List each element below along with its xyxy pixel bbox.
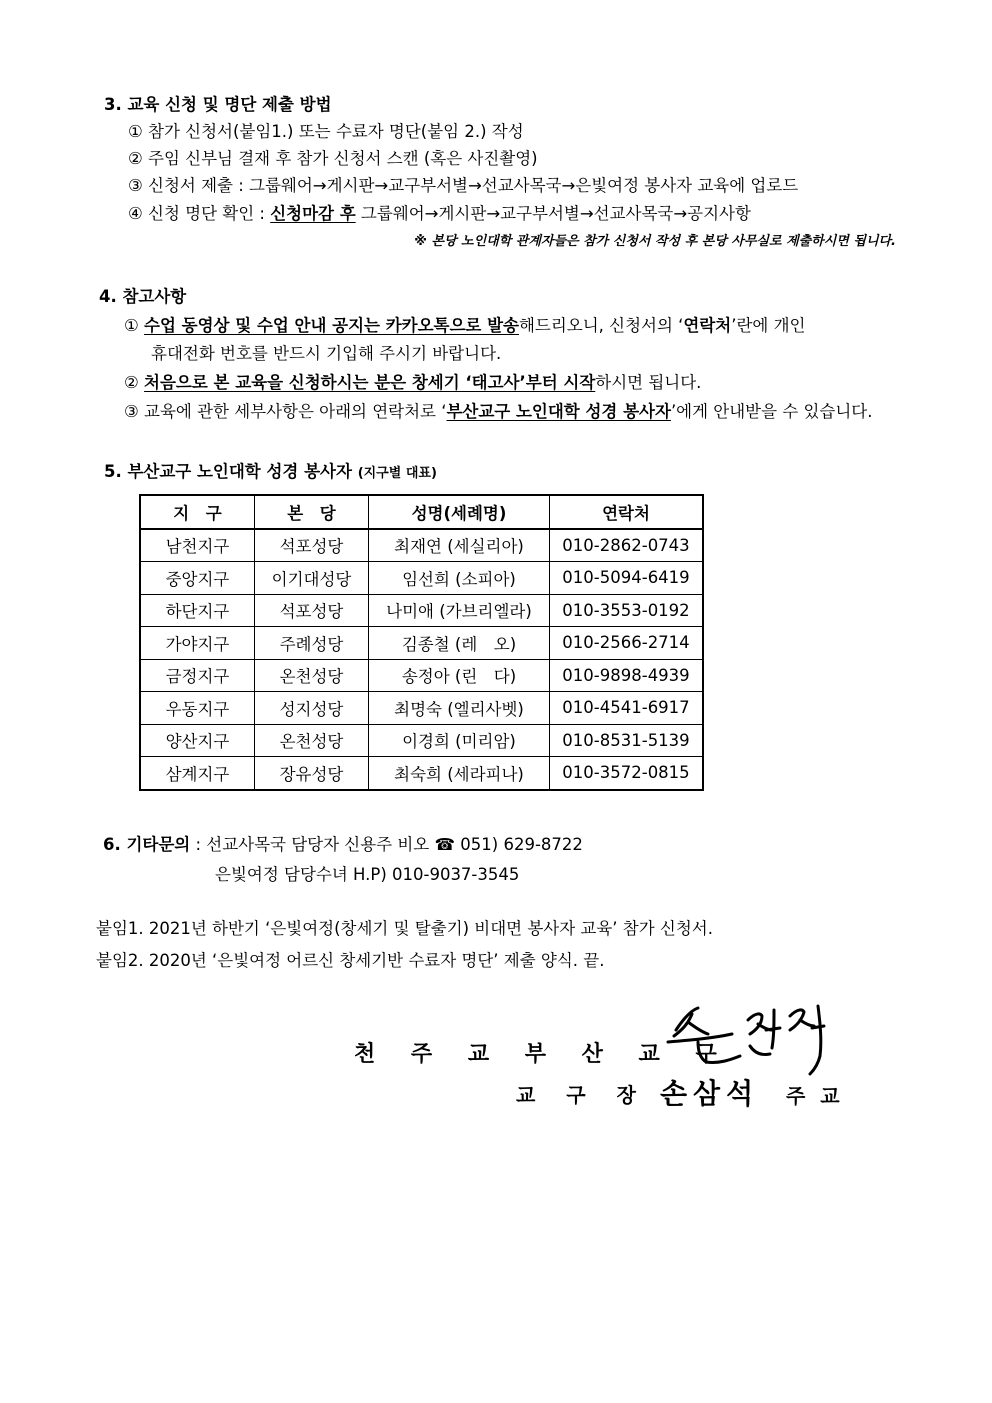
table-row bbox=[140, 659, 703, 692]
table-row bbox=[140, 757, 703, 790]
table-row bbox=[140, 724, 703, 757]
cell-name: 최재연 (세실리아) bbox=[369, 529, 550, 562]
section3-item4-prefix: ④ 신청 명단 확인 : bbox=[128, 204, 271, 223]
signature-role: 교 구 장 bbox=[516, 1083, 648, 1107]
cell-name: 최숙희 (세라피나) bbox=[369, 757, 550, 790]
section4-item2-number: ② bbox=[124, 373, 145, 392]
cell-contact: 010-9898-4939 bbox=[550, 659, 704, 692]
section5-title bbox=[104, 461, 437, 485]
section4-item1-number: ① bbox=[124, 316, 145, 335]
section6-line2: 은빛여정 담당수녀 H.P) 010-9037-3545 bbox=[215, 865, 520, 884]
cell-parish: 석포성당 bbox=[255, 529, 369, 562]
section4-item2 bbox=[124, 372, 701, 394]
cell-district: 삼계지구 bbox=[140, 757, 255, 790]
section4-item1 bbox=[124, 315, 806, 337]
cell-district: 남천지구 bbox=[140, 529, 255, 562]
section4-item1-emphasis: 수업 동영상 및 수업 안내 공지는 카카오톡으로 발송 bbox=[144, 316, 519, 335]
cell-district: 가야지구 bbox=[140, 627, 255, 660]
section3-title: 3. 교육 신청 및 명단 제출 방법 bbox=[104, 95, 332, 114]
cell-name: 김종철 (레 오) bbox=[369, 627, 550, 660]
section4-item1-line2: 휴대전화 번호를 반드시 기입해 주시기 바랍니다. bbox=[151, 344, 502, 363]
section3-item1: ① 참가 신청서(붙임1.) 또는 수료자 명단(붙임 2.) 작성 bbox=[128, 122, 524, 141]
section3-item3: ③ 신청서 제출 : 그룹웨어→게시판→교구부서별→선교사목국→은빛여정 봉사자 교육에 업로드 bbox=[128, 176, 799, 195]
cell-contact: 010-3553-0192 bbox=[550, 594, 704, 627]
section3-item4 bbox=[128, 203, 751, 225]
header-contact: 연락처 bbox=[550, 495, 704, 529]
section4-item1-end: ’란에 개인 bbox=[731, 316, 806, 335]
table-header-row bbox=[140, 495, 703, 529]
cell-contact: 010-2566-2714 bbox=[550, 627, 704, 660]
table-row bbox=[140, 529, 703, 562]
table-row bbox=[140, 562, 703, 595]
attachment-2: 붙임2. 2020년 ‘은빛여정 어르신 창세기반 수료자 명단’ 제출 양식. 끝. bbox=[96, 951, 605, 970]
table-row bbox=[140, 627, 703, 660]
cell-district: 중앙지구 bbox=[140, 562, 255, 595]
cell-contact: 010-4541-6917 bbox=[550, 692, 704, 725]
contacts-table bbox=[139, 494, 704, 791]
cell-parish: 온천성당 bbox=[255, 659, 369, 692]
section4-item3-prefix: ③ 교육에 관한 세부사항은 아래의 연락처로 ‘ bbox=[124, 402, 447, 421]
section4-item1-mid: 해드리오니, 신청서의 ‘ bbox=[518, 316, 684, 335]
cell-contact: 010-5094-6419 bbox=[550, 562, 704, 595]
cell-parish: 성지성당 bbox=[255, 692, 369, 725]
section4-item3 bbox=[124, 401, 873, 423]
handwritten-signature bbox=[662, 1000, 832, 1078]
cell-parish: 석포성당 bbox=[255, 594, 369, 627]
table-row bbox=[140, 594, 703, 627]
cell-district: 금정지구 bbox=[140, 659, 255, 692]
signature-suffix: 주 교 bbox=[786, 1084, 844, 1108]
section3-item2: ② 주임 신부님 결재 후 참가 신청서 스캔 (혹은 사진촬영) bbox=[128, 149, 538, 168]
section3-item4-suffix: 그룹웨어→게시판→교구부서별→선교사목국→공지사항 bbox=[355, 204, 751, 223]
header-district: 지 구 bbox=[140, 495, 255, 529]
table-row bbox=[140, 692, 703, 725]
section5-title-small: (지구별 대표) bbox=[357, 466, 437, 481]
cell-district: 하단지구 bbox=[140, 594, 255, 627]
cell-parish: 장유성당 bbox=[255, 757, 369, 790]
section4-item2-emphasis: 처음으로 본 교육을 신청하시는 분은 창세기 ‘태고사’부터 시작 bbox=[144, 373, 596, 392]
section5-title-main: 5. 부산교구 노인대학 성경 봉사자 bbox=[104, 462, 352, 481]
cell-parish: 주례성당 bbox=[255, 627, 369, 660]
signature-org: 천 주 교 부 산 교 구 bbox=[354, 1042, 731, 1067]
cell-name: 송정아 (린 다) bbox=[369, 659, 550, 692]
cell-contact: 010-3572-0815 bbox=[550, 757, 704, 790]
cell-parish: 온천성당 bbox=[255, 724, 369, 757]
cell-name: 임선희 (소피아) bbox=[369, 562, 550, 595]
section4-item3-emphasis: 부산교구 노인대학 성경 봉사자 bbox=[446, 402, 671, 421]
cell-contact: 010-2862-0743 bbox=[550, 529, 704, 562]
header-name: 성명(세례명) bbox=[369, 495, 550, 529]
header-parish: 본 당 bbox=[255, 495, 369, 529]
cell-name: 최명숙 (엘리사벳) bbox=[369, 692, 550, 725]
cell-district: 양산지구 bbox=[140, 724, 255, 757]
section3-item4-emphasis: 신청마감 후 bbox=[270, 204, 356, 223]
section4-item1-bold: 연락처 bbox=[683, 316, 732, 335]
section4-item2-end: 하시면 됩니다. bbox=[595, 373, 702, 392]
cell-name: 이경희 (미리암) bbox=[369, 724, 550, 757]
signature-name: 손삼석 bbox=[660, 1077, 760, 1110]
section6-line1 bbox=[103, 834, 583, 856]
attachment-1: 붙임1. 2021년 하반기 ‘은빛여정(창세기 및 탈출기) 비대면 봉사자 교육’ 참가 신청서. bbox=[96, 919, 713, 938]
cell-district: 우동지구 bbox=[140, 692, 255, 725]
cell-parish: 이기대성당 bbox=[255, 562, 369, 595]
cell-contact: 010-8531-5139 bbox=[550, 724, 704, 757]
cell-name: 나미애 (가브리엘라) bbox=[369, 594, 550, 627]
section3-note: ※ 본당 노인대학 관계자들은 참가 신청서 작성 후 본당 사무실로 제출하시면 됩니다. bbox=[414, 234, 896, 249]
section4-title: 4. 참고사항 bbox=[99, 287, 187, 306]
section6-title: 6. 기타문의 bbox=[103, 835, 191, 854]
section6-contact1: : 선교사목국 담당자 신용주 비오 ☎ 051) 629-8722 bbox=[190, 835, 583, 854]
section4-item3-end: ’에게 안내받을 수 있습니다. bbox=[670, 402, 873, 421]
